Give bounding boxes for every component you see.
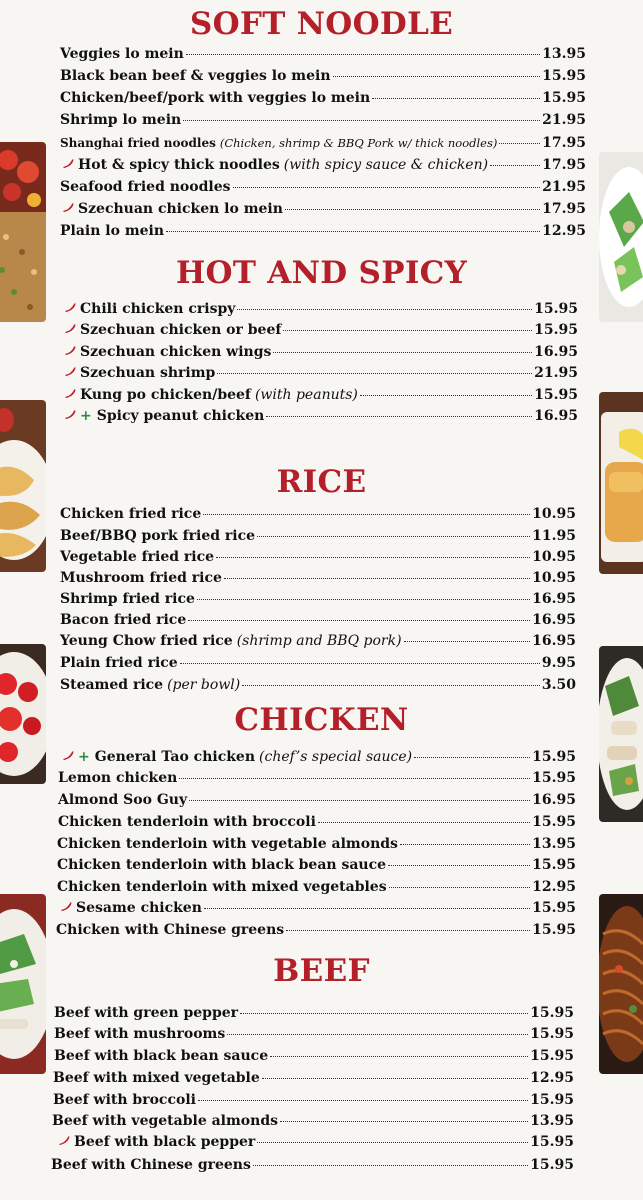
dot-leader <box>183 120 540 121</box>
dot-leader <box>389 887 531 888</box>
dot-leader <box>283 330 532 331</box>
section-title-chicken: CHICKEN <box>234 702 409 738</box>
dot-leader <box>179 778 530 779</box>
item-name: Steamed rice <box>60 677 164 693</box>
item-name: Bacon fried rice <box>60 612 187 628</box>
dot-leader <box>224 578 530 579</box>
menu-item <box>60 610 576 630</box>
dot-leader <box>280 1121 528 1122</box>
menu-item <box>57 855 576 875</box>
menu-item <box>62 155 586 175</box>
item-price: 12.95 <box>542 223 586 239</box>
item-name: Chicken tenderloin with mixed vegetables <box>57 879 387 895</box>
dot-leader <box>188 620 530 621</box>
item-name: Sesame chicken <box>76 900 202 916</box>
item-price: 15.95 <box>530 1092 574 1108</box>
item-name: Seafood fried noodles <box>60 179 231 195</box>
dot-leader <box>333 76 541 77</box>
chili-pepper-icon <box>62 202 74 212</box>
item-price: 13.95 <box>530 1113 574 1129</box>
dot-leader <box>204 908 530 909</box>
chili-pepper-icon <box>62 158 74 168</box>
menu-item <box>64 320 578 340</box>
menu-item <box>62 199 586 219</box>
food-photo-fried-rice <box>0 142 46 322</box>
dot-leader <box>404 641 531 642</box>
item-price: 15.95 <box>532 922 576 938</box>
dot-leader <box>400 844 530 845</box>
menu-item <box>51 1155 574 1175</box>
item-name: Veggies lo mein <box>60 46 184 62</box>
section-title-hot-and-spicy: HOT AND SPICY <box>175 255 468 291</box>
menu-item <box>60 589 576 609</box>
section-title-rice: RICE <box>276 464 367 500</box>
item-price: 15.95 <box>530 1005 574 1021</box>
menu-item <box>60 568 576 588</box>
item-name: Kung po chicken/beef <box>80 387 251 403</box>
item-name: Plain fried rice <box>60 655 178 671</box>
item-note: (with peanuts) <box>254 387 358 403</box>
item-name: Szechuan chicken or beef <box>80 322 282 338</box>
section-title-soft-noodle: SOFT NOODLE <box>189 6 454 42</box>
item-name: Chicken tenderloin with vegetable almonds <box>57 836 398 852</box>
item-note: (chef’s special sauce) <box>259 749 413 765</box>
chili-pepper-icon <box>64 345 76 355</box>
item-name: Szechuan chicken lo mein <box>78 201 283 217</box>
item-price: 15.95 <box>542 68 586 84</box>
item-name: Shrimp lo mein <box>60 112 182 128</box>
item-price: 15.95 <box>530 1026 574 1042</box>
chili-pepper-icon <box>58 1135 70 1145</box>
dot-leader <box>490 165 540 166</box>
item-price: 16.95 <box>532 612 576 628</box>
menu-item <box>60 110 586 130</box>
item-name: Beef with black bean sauce <box>54 1048 269 1064</box>
item-name: Beef with mushrooms <box>54 1026 226 1042</box>
dot-leader <box>257 1142 528 1143</box>
item-price: 13.95 <box>532 836 576 852</box>
item-price: 21.95 <box>542 112 586 128</box>
chili-pepper-icon <box>64 302 76 312</box>
item-price: 16.95 <box>532 633 576 649</box>
item-price: 17.95 <box>542 201 586 217</box>
dot-leader <box>227 1034 528 1035</box>
item-name: Shanghai fried noodles <box>60 136 216 150</box>
dot-leader <box>240 1013 528 1014</box>
menu-item <box>60 675 576 695</box>
item-price: 12.95 <box>532 879 576 895</box>
menu-item <box>60 547 576 567</box>
menu-item <box>60 44 586 64</box>
item-price: 15.95 <box>532 814 576 830</box>
plus-marker: + <box>80 408 92 424</box>
dot-leader <box>198 1100 528 1101</box>
item-price: 15.95 <box>534 301 578 317</box>
dot-leader <box>372 98 540 99</box>
item-name: Plain lo mein <box>60 223 165 239</box>
menu-item <box>64 385 578 405</box>
menu-item <box>60 504 576 524</box>
menu-item <box>60 177 586 197</box>
item-name: Szechuan shrimp <box>80 365 216 381</box>
dot-leader <box>388 865 530 866</box>
item-price: 15.95 <box>532 900 576 916</box>
item-name: Beef with green pepper <box>54 1005 239 1021</box>
dot-leader <box>197 599 530 600</box>
item-name: Szechuan chicken wings <box>80 344 272 360</box>
menu-item <box>52 1111 574 1131</box>
item-note: (Chicken, shrimp & BBQ Pork w/ thick noodles) <box>219 136 498 150</box>
menu-item <box>58 768 576 788</box>
item-price: 9.95 <box>541 655 576 671</box>
menu-item <box>64 406 578 426</box>
menu-item <box>60 66 586 86</box>
menu-item <box>54 1003 574 1023</box>
item-name: Yeung Chow fried rice <box>60 633 233 649</box>
dot-leader <box>286 930 530 931</box>
menu-item <box>53 1090 574 1110</box>
item-price: 15.95 <box>530 1134 574 1150</box>
food-photo-salad <box>599 152 643 322</box>
item-name: Chicken with Chinese greens <box>56 922 285 938</box>
menu-item <box>58 812 576 832</box>
item-price: 10.95 <box>532 506 576 522</box>
item-price: 16.95 <box>534 408 578 424</box>
dot-leader <box>233 187 541 188</box>
menu-item <box>62 747 576 767</box>
chili-pepper-icon <box>64 366 76 376</box>
dot-leader <box>217 373 532 374</box>
item-name: Beef/BBQ pork fried rice <box>60 528 256 544</box>
item-name: Hot & spicy thick noodles <box>78 157 280 173</box>
dot-leader <box>266 416 532 417</box>
menu-item <box>57 834 576 854</box>
menu-item <box>60 526 576 546</box>
item-price: 17.95 <box>542 135 586 151</box>
item-name: Mushroom fried rice <box>60 570 222 586</box>
item-price: 11.95 <box>532 528 576 544</box>
menu-item <box>64 363 578 383</box>
item-name: Beef with vegetable almonds <box>52 1113 278 1129</box>
item-name: Black bean beef & veggies lo mein <box>60 68 331 84</box>
item-name: Beef with Chinese greens <box>51 1157 251 1173</box>
dot-leader <box>273 352 532 353</box>
item-price: 15.95 <box>532 749 576 765</box>
menu-item <box>60 133 586 153</box>
item-price: 13.95 <box>542 46 586 62</box>
menu-item <box>58 790 576 810</box>
chili-pepper-icon <box>64 323 76 333</box>
chili-pepper-icon <box>64 388 76 398</box>
menu-item <box>60 88 586 108</box>
item-price: 15.95 <box>534 322 578 338</box>
dot-leader <box>499 143 540 144</box>
dot-leader <box>414 757 530 758</box>
item-name: Chicken/beef/pork with veggies lo mein <box>60 90 371 106</box>
chili-pepper-icon <box>62 750 74 760</box>
item-price: 21.95 <box>534 365 578 381</box>
item-name: Beef with broccoli <box>53 1092 196 1108</box>
item-name: Chicken fried rice <box>60 506 202 522</box>
item-name: Beef with mixed vegetable <box>53 1070 260 1086</box>
menu-item <box>64 342 578 362</box>
item-name: Spicy peanut chicken <box>96 408 265 424</box>
menu-item <box>60 898 576 918</box>
item-price: 3.50 <box>541 677 576 693</box>
chili-pepper-icon <box>60 901 72 911</box>
item-name: Chicken tenderloin with broccoli <box>58 814 316 830</box>
plus-marker: + <box>78 749 90 765</box>
section-title-beef: BEEF <box>273 953 370 989</box>
item-name: Beef with black pepper <box>74 1134 256 1150</box>
item-price: 12.95 <box>530 1070 574 1086</box>
item-price: 16.95 <box>532 591 576 607</box>
item-note: (shrimp and BBQ pork) <box>236 633 402 649</box>
item-name: Lemon chicken <box>58 770 178 786</box>
item-price: 15.95 <box>530 1048 574 1064</box>
item-price: 16.95 <box>532 792 576 808</box>
item-name: Almond Soo Guy <box>58 792 188 808</box>
item-name: Vegetable fried rice <box>60 549 215 565</box>
dot-leader <box>360 395 532 396</box>
menu-item <box>58 1132 574 1152</box>
menu-item <box>64 299 578 319</box>
dot-leader <box>270 1056 528 1057</box>
dot-leader <box>203 514 530 515</box>
dot-leader <box>257 536 530 537</box>
item-name: General Tao chicken <box>94 749 256 765</box>
item-price: 10.95 <box>532 549 576 565</box>
menu-item <box>56 920 576 940</box>
item-price: 15.95 <box>530 1157 574 1173</box>
item-name: Shrimp fried rice <box>60 591 195 607</box>
dot-leader <box>180 663 540 664</box>
dot-leader <box>242 685 540 686</box>
item-price: 15.95 <box>532 857 576 873</box>
menu-item <box>60 631 576 651</box>
dot-leader <box>285 209 540 210</box>
item-price: 15.95 <box>542 90 586 106</box>
menu-item <box>53 1068 574 1088</box>
item-name: Chili chicken crispy <box>80 301 236 317</box>
menu-item <box>60 221 586 241</box>
dot-leader <box>166 231 540 232</box>
menu-item <box>57 877 576 897</box>
item-price: 15.95 <box>532 770 576 786</box>
menu-item <box>54 1046 574 1066</box>
dot-leader <box>216 557 530 558</box>
item-price: 17.95 <box>542 157 586 173</box>
item-name: Chicken tenderloin with black bean sauce <box>57 857 387 873</box>
item-price: 10.95 <box>532 570 576 586</box>
item-note: (per bowl) <box>167 677 241 693</box>
item-price: 16.95 <box>534 344 578 360</box>
menu-item <box>60 653 576 673</box>
item-price: 15.95 <box>534 387 578 403</box>
dot-leader <box>318 822 530 823</box>
dot-leader <box>189 800 530 801</box>
chili-pepper-icon <box>64 409 76 419</box>
dot-leader <box>186 54 540 55</box>
dot-leader <box>262 1078 528 1079</box>
dot-leader <box>253 1165 528 1166</box>
item-note: (with spicy sauce & chicken) <box>283 157 489 173</box>
dot-leader <box>237 309 532 310</box>
item-price: 21.95 <box>542 179 586 195</box>
menu-item <box>54 1024 574 1044</box>
